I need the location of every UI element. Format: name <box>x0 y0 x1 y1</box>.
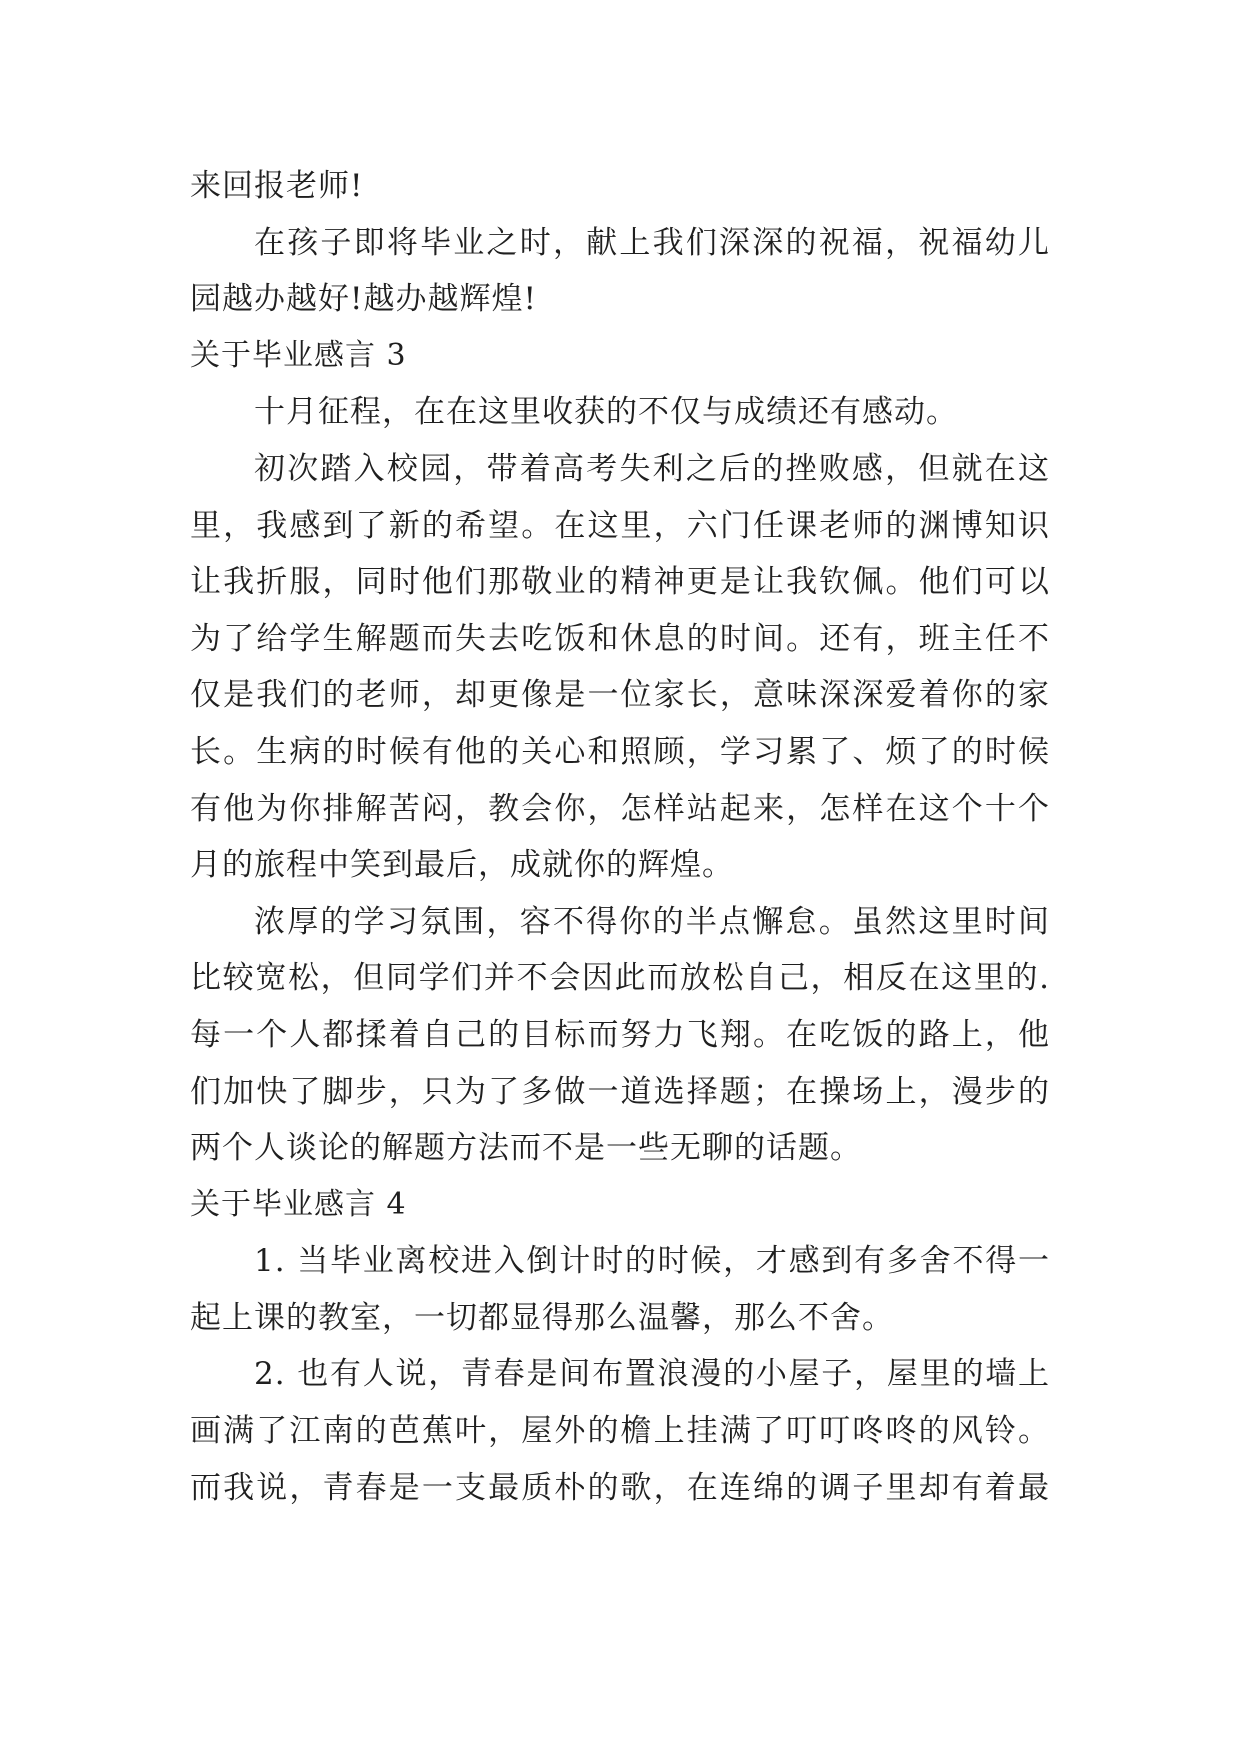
text-line: 为了给学生解题而失去吃饭和休息的时间。还有，班主任不 <box>190 620 1050 657</box>
text-line: 画满了江南的芭蕉叶，屋外的檐上挂满了叮叮咚咚的风铃。 <box>190 1413 1050 1450</box>
text-line: 来回报老师! <box>190 168 364 204</box>
section-heading: 关于毕业感言 4 <box>190 1186 407 1222</box>
text-line: 初次踏入校园，带着高考失利之后的挫败感，但就在这 <box>254 450 1050 487</box>
text-line: 里，我感到了新的希望。在这里，六门任课老师的渊博知识 <box>190 507 1050 544</box>
text-line: 园越办越好!越办越辉煌! <box>190 281 537 318</box>
text-line: 1. 当毕业离校进入倒计时的时候，才感到有多舍不得一 <box>254 1243 1050 1280</box>
text-line: 在孩子即将毕业之时，献上我们深深的祝福，祝福幼儿 <box>254 224 1050 261</box>
text-line: 有他为你排解苦闷，教会你，怎样站起来，怎样在这个十个 <box>190 790 1050 827</box>
text-line: 每一个人都揉着自己的目标而努力飞翔。在吃饭的路上，他 <box>190 1016 1050 1053</box>
section-heading: 关于毕业感言 3 <box>190 337 407 373</box>
document-body <box>190 158 1050 1516</box>
text-line: 浓厚的学习氛围，容不得你的半点懈怠。虽然这里时间 <box>254 903 1050 940</box>
text-line: 两个人谈论的解题方法而不是一些无聊的话题。 <box>190 1130 862 1167</box>
text-line: 十月征程，在在这里收获的不仅与成绩还有感动。 <box>254 394 958 431</box>
text-line: 2. 也有人说，青春是间布置浪漫的小屋子，屋里的墙上 <box>254 1356 1050 1393</box>
text-line: 月的旅程中笑到最后，成就你的辉煌。 <box>190 847 734 884</box>
text-line: 而我说，青春是一支最质朴的歌，在连绵的调子里却有着最 <box>190 1469 1050 1506</box>
text-line: 比较宽松，但同学们并不会因此而放松自己，相反在这里的. <box>190 960 1050 997</box>
text-line: 起上课的教室，一切都显得那么温馨，那么不舍。 <box>190 1299 894 1336</box>
text-line: 长。生病的时候有他的关心和照顾，学习累了、烦了的时候 <box>190 733 1050 770</box>
text-line: 让我折服，同时他们那敬业的精神更是让我钦佩。他们可以 <box>190 564 1050 601</box>
text-line: 仅是我们的老师，却更像是一位家长，意味深深爱着你的家 <box>190 677 1050 714</box>
text-line: 们加快了脚步，只为了多做一道选择题；在操场上，漫步的 <box>190 1073 1050 1110</box>
